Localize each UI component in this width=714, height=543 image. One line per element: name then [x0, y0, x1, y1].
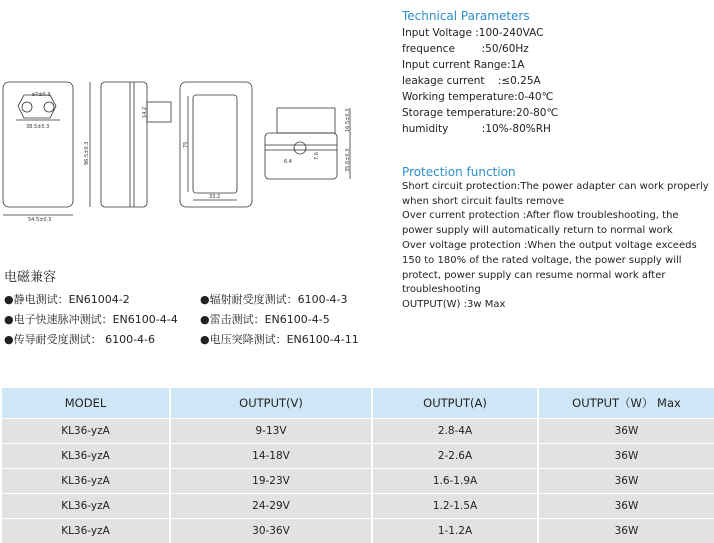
protection-line: OUTPUT(W) :3w Max [402, 298, 712, 313]
col-model: MODEL [1, 388, 170, 419]
emc-title: 电磁兼容 [4, 266, 370, 285]
emc-item: ●静电测试：EN61004-2 [4, 291, 200, 307]
table-cell: 19-23V [170, 469, 372, 494]
table-row [1, 419, 714, 444]
spec-line: frequence :50/60Hz [402, 41, 558, 57]
col-output-v: OUTPUT(V) [170, 388, 372, 419]
spec-line: humidity :10%-80%RH [402, 121, 558, 137]
emc-item: ●辐射耐受度测试：6100-4-3 [200, 291, 370, 307]
table-cell: 14-18V [170, 444, 372, 469]
dim-label: 6.4 [284, 159, 292, 165]
protection-line: Short circuit protection:The power adapter can work properly when short circuit faults remove [402, 180, 712, 210]
dim-label: 35.6±0.3 [345, 149, 351, 172]
table-cell: 2-2.6A [372, 444, 538, 469]
protection-line: Over voltage protection :When the output voltage exceeds 150 to 180% of the rated voltage, the power supply will protect, power supply can resume normal work after troubleshooting [402, 239, 712, 298]
emc-item: ●传导耐受度测试： 6100-4-6 [4, 331, 200, 347]
emc-item: ●电压突降测试：EN6100-4-11 [200, 331, 370, 347]
spec-line: Storage temperature:20-80℃ [402, 105, 558, 121]
spec-line: Working temperature:0-40℃ [402, 89, 558, 105]
technical-title: Technical Parameters [402, 8, 558, 25]
table-cell: KL36-yzA [1, 519, 170, 543]
col-output-w: OUTPUT（W） Max [538, 388, 714, 419]
dim-label: 75 [183, 142, 189, 148]
protection-title: Protection function [402, 165, 712, 180]
table-cell: KL36-yzA [1, 494, 170, 519]
table-row [1, 519, 714, 543]
table-cell: KL36-yzA [1, 419, 170, 444]
table-cell: 36W [538, 494, 714, 519]
table-cell: 1.2-1.5A [372, 494, 538, 519]
emc-item: ●雷击测试：EN6100-4-5 [200, 311, 370, 327]
protection-line: Over current protection :After flow troubleshooting, the power supply will automatically return to normal work [402, 209, 712, 239]
protection-function [402, 165, 712, 313]
table-cell: 9-13V [170, 419, 372, 444]
table-cell: 24-29V [170, 494, 372, 519]
table-cell: 2.8-4A [372, 419, 538, 444]
dim-label: 96.5±0.3 [84, 142, 90, 165]
table-cell: KL36-yzA [1, 444, 170, 469]
product-drawing [0, 70, 370, 230]
table-cell: KL36-yzA [1, 469, 170, 494]
model-table [0, 388, 714, 543]
dim-label: 7.6 [314, 152, 320, 160]
table-cell: 1.6-1.9A [372, 469, 538, 494]
dim-label: 14.2 [142, 107, 148, 118]
dim-label: 16.5±0.3 [345, 109, 351, 132]
table-cell: 36W [538, 469, 714, 494]
table-row [1, 469, 714, 494]
emc-item: ●电子快速脉冲测试：EN6100-4-4 [4, 311, 200, 327]
table-cell: 36W [538, 519, 714, 543]
dim-label: ø7±0.3 [32, 92, 50, 98]
table-cell: 1-1.2A [372, 519, 538, 543]
spec-line: Input Voltage :100-240VAC [402, 25, 558, 41]
table-cell: 30-36V [170, 519, 372, 543]
dim-label: 38.5±0.3 [26, 124, 49, 130]
technical-parameters [402, 8, 558, 137]
spec-line: Input current Range:1A [402, 57, 558, 73]
spec-line: leakage current :≤0.25A [402, 73, 558, 89]
table-cell: 36W [538, 444, 714, 469]
table-cell: 36W [538, 419, 714, 444]
emc-section [4, 266, 370, 347]
table-row [1, 444, 714, 469]
table-row [1, 494, 714, 519]
dim-label: 54.5±0.3 [28, 217, 51, 223]
col-output-a: OUTPUT(A) [372, 388, 538, 419]
dim-label: 33.2 [209, 194, 220, 200]
